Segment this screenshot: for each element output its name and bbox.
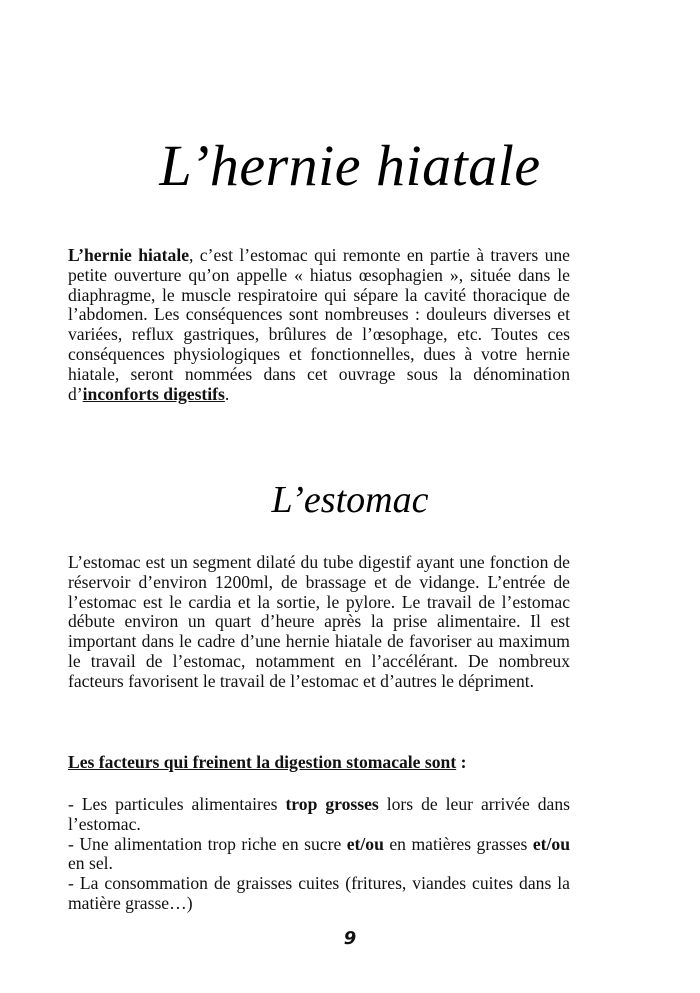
list-item-bold: trop grosses xyxy=(285,794,379,814)
factors-heading-colon: : xyxy=(456,752,467,772)
list-item-text: - Une alimentation trop riche en sucre xyxy=(68,833,347,854)
factors-heading xyxy=(68,753,570,773)
list-item-text: - La consommation de graisses cuites (fritures, viandes cuites dans la matière grasse…) xyxy=(68,873,570,913)
list-item-bold: et/ou xyxy=(532,833,570,854)
intro-term: L’hernie hiatale xyxy=(68,245,190,265)
factors-heading-text: Les facteurs qui freinent la digestion stomacale sont xyxy=(68,752,457,772)
intro-text: , c’est l’estomac qui remonte en partie à travers une petite ouverture qu’on appelle « hiatus œsophagien », située dans le diaphragme, le muscle respiratoire qui sépare la cavité thoracique de l’abdomen. Les conséquences sont nombreuses : douleurs diverses et variées, reflux gastriques, brûlures de l’œsophage, etc. Toutes ces conséquences physiologiques et fonctionnelles, dues à votre hernie hiatale, seront nommées dans cet ouvrage sous la dénomination d’ xyxy=(68,245,570,404)
page-title: L’hernie hiatale xyxy=(159,133,541,198)
intro-paragraph xyxy=(68,246,570,404)
list-item-text: en matières grasses xyxy=(383,833,533,854)
list-item-text: en sel. xyxy=(68,853,113,874)
list-item xyxy=(68,835,570,875)
intro-end: . xyxy=(224,383,230,404)
list-item-text: lors de leur arrivée dans l’estomac. xyxy=(68,794,570,834)
list-item-bold: et/ou xyxy=(346,833,384,854)
page-number: 9 xyxy=(343,928,357,949)
list-item xyxy=(68,874,570,914)
list-item xyxy=(68,795,570,835)
estomac-paragraph: L’estomac est un segment dilaté du tube digestif ayant une fonction de réservoir d’environ 1200ml, de brassage et de vidange. L’entrée de l’estomac est le cardia et la sortie, le pylore. Le travail de l’estomac débute environ un quart d’heure après la prise alimentaire. Il est important dans le cadre d’une hernie hiatale de favoriser au maximum le travail de l’estomac, notamment en l’accélérant. De nombreux facteurs favorisent le travail de l’estomac et d’autres le dépriment. xyxy=(68,552,570,691)
factors-list xyxy=(68,795,570,914)
section-title: L’estomac xyxy=(271,479,429,521)
list-item-text: - Les particules alimentaires xyxy=(68,794,286,814)
intro-highlight: inconforts digestifs xyxy=(82,383,225,404)
